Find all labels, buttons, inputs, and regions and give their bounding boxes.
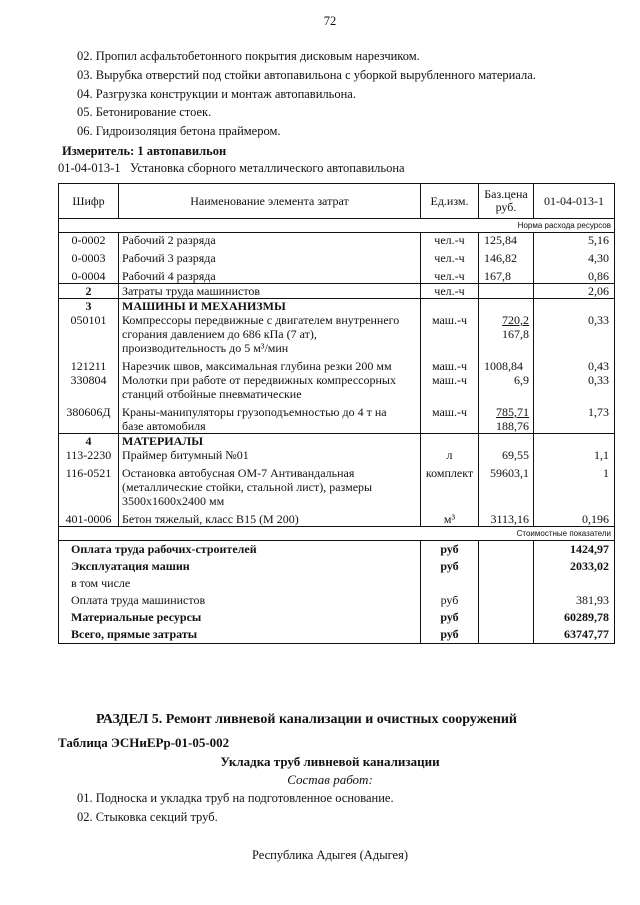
row-value: 0,33 [534,313,615,355]
table-header-row [59,184,615,219]
row-code: 0-0003 [59,247,119,265]
row-value: 4,30 [534,247,615,265]
section-code: 3 [59,299,119,314]
header-unit: Ед.изм. [421,184,479,219]
page-number: 72 [323,14,337,28]
resource-table [58,183,615,644]
row-value: 1 [534,462,615,508]
row-unit: маш.-ч [421,373,479,401]
caption-code: 01-04-013-1 [58,161,121,175]
row-value: 1,1 [534,448,615,462]
table-caption [58,161,405,176]
row-code: 0-0002 [59,233,119,248]
total-row [59,592,615,609]
page-footer: Республика Адыгея (Адыгея) [251,848,409,862]
row-unit: чел.-ч [421,247,479,265]
total-row [59,575,615,592]
row-name-line: Краны-манипуляторы грузоподъемностью до 4 т на [122,405,387,419]
total-label: Всего, прямые затраты [59,626,421,644]
cost-caption-row [59,527,615,541]
work-item: 04. Разгрузка конструкции и монтаж автопавильона. [77,87,356,101]
measurement-unit: Измеритель: 1 автопавильон [62,144,227,158]
total-label: Материальные ресурсы [59,609,421,626]
empty-cell [421,434,479,449]
section-row-materials [59,434,615,449]
price-primary: 720,2 [502,313,529,327]
total-row [59,626,615,644]
table-row [59,265,615,284]
header-norm: 01-04-013-1 [534,184,615,219]
table-row [59,233,615,248]
row-code: 116-0521 [59,462,119,508]
row-name: Рабочий 3 разряда [119,247,421,265]
empty-cell [534,434,615,449]
row-value: 5,16 [534,233,615,248]
total-row [59,609,615,626]
table-row [59,355,615,373]
row-unit: чел.-ч [421,265,479,284]
row-code: 2 [59,284,119,299]
subtitle: Укладка труб ливневой канализации [220,754,440,769]
section-code: 4 [59,434,119,449]
cost-caption: Стоимостные показатели [59,527,615,541]
section-name: МАШИНЫ И МЕХАНИЗМЫ [119,299,421,314]
empty-cell [534,575,615,592]
row-unit: комплект [421,462,479,508]
row-unit: чел.-ч [421,233,479,248]
row-code: 401-0006 [59,508,119,527]
row-price: 125,84 [479,233,534,248]
empty-cell [479,575,534,592]
total-unit: руб [421,592,479,609]
row-name: Рабочий 2 разряда [119,233,421,248]
row-name: Затраты труда машинистов [119,284,421,299]
total-label: Эксплуатация машин [59,558,421,575]
row-code: 113-2230 [59,448,119,462]
row-name [119,401,421,434]
empty-cell [479,626,534,644]
total-value: 63747,77 [534,626,615,644]
row-name: Бетон тяжелый, класс В15 (М 200) [119,508,421,527]
price-primary: 785,71 [496,405,529,419]
total-value: 1424,97 [534,541,615,559]
empty-cell [479,541,534,559]
total-row [59,541,615,559]
row-name-line: 3500х1600х2400 мм [122,494,225,508]
empty-cell [479,609,534,626]
total-unit: руб [421,609,479,626]
total-row [59,558,615,575]
row-unit: л [421,448,479,462]
row-value: 0,196 [534,508,615,527]
total-label: Оплата труда рабочих-строителей [59,541,421,559]
row-name: Праймер битумный №01 [119,448,421,462]
row-name-line: Остановка автобусная ОМ-7 Антивандальная [122,466,355,480]
row-price: 1008,84 [479,355,534,373]
row-unit: маш.-ч [421,355,479,373]
empty-cell [479,299,534,314]
total-value: 60289,78 [534,609,615,626]
row-name-line: Молотки при работе от передвижных компрессорных [122,373,396,387]
total-unit: руб [421,541,479,559]
work-item: 03. Вырубка отверстий под стойки автопавильона с уборкой вырубленного материала. [77,68,536,82]
row-unit: чел.-ч [421,284,479,299]
section-name: МАТЕРИАЛЫ [119,434,421,449]
row-name [119,373,421,401]
composition-title: Состав работ: [287,772,373,787]
table-row [59,401,615,434]
empty-cell [421,299,479,314]
caption-text: Установка сборного металлического автопавильона [130,161,405,175]
row-price: 6,9 [479,373,534,401]
header-price: Баз.цена руб. [479,184,534,219]
empty-cell [421,575,479,592]
table-row [59,373,615,401]
total-value: 381,93 [534,592,615,609]
table-row [59,462,615,508]
table-row [59,508,615,527]
row-name-line: базе автомобиля [122,419,206,433]
row-unit: м³ [421,508,479,527]
section-row-machines [59,299,615,314]
row-value: 0,33 [534,373,615,401]
norm-caption: Норма расхода ресурсов [59,219,615,233]
row-code: 380606Д [59,401,119,434]
row-price [479,313,534,355]
work-step: 01. Подноска и укладка труб на подготовленное основание. [77,791,394,805]
header-name: Наименование элемента затрат [119,184,421,219]
row-value: 1,73 [534,401,615,434]
empty-cell [479,592,534,609]
table-row [59,284,615,299]
work-item: 06. Гидроизоляция бетона праймером. [77,124,281,138]
row-price: 69,55 [479,448,534,462]
row-value: 0,43 [534,355,615,373]
empty-cell [479,558,534,575]
row-value: 0,86 [534,265,615,284]
work-item: 05. Бетонирование стоек. [77,105,212,119]
row-code: 330804 [59,373,119,401]
row-price: 146,82 [479,247,534,265]
norm-caption-row [59,219,615,233]
row-value: 2,06 [534,284,615,299]
table-row [59,448,615,462]
row-name-line: Компрессоры передвижные с двигателем внутреннего [122,313,400,327]
header-code: Шифр [59,184,119,219]
row-price [479,284,534,299]
section-title: РАЗДЕЛ 5. Ремонт ливневой канализации и очистных сооружений [96,712,517,727]
work-item: 02. Пропил асфальтобетонного покрытия дисковым нарезчиком. [77,49,420,63]
total-value: 2033,02 [534,558,615,575]
row-name-line: (металлические стойки, стальной лист), размеры [122,480,373,494]
row-name-line: станций отбойные пневматические [122,387,302,401]
row-price: 3113,16 [479,508,534,527]
row-name-line: сгорания давлением до 686 кПа (7 ат), [122,327,317,341]
row-name [119,462,421,508]
total-unit: руб [421,558,479,575]
row-code: 050101 [59,313,119,355]
row-code: 0-0004 [59,265,119,284]
empty-cell [534,299,615,314]
row-name-line: производительность до 5 м³/мин [122,341,289,355]
work-step: 02. Стыковка секций труб. [77,810,218,824]
row-name: Нарезчик швов, максимальная глубина резки 200 мм [119,355,421,373]
table-row [59,247,615,265]
row-unit: маш.-ч [421,313,479,355]
row-name: Рабочий 4 разряда [119,265,421,284]
total-label: в том числе [59,575,421,592]
row-price: 167,8 [479,265,534,284]
empty-cell [479,434,534,449]
total-unit: руб [421,626,479,644]
price-secondary: 167,8 [502,327,529,341]
row-name [119,313,421,355]
row-price [479,401,534,434]
table-name: Таблица ЭСНиЕРр-01-05-002 [58,735,230,750]
row-price: 59603,1 [479,462,534,508]
table-row [59,313,615,355]
price-secondary: 188,76 [496,419,529,433]
total-label: Оплата труда машинистов [59,592,421,609]
row-unit: маш.-ч [421,401,479,434]
row-code: 121211 [59,355,119,373]
